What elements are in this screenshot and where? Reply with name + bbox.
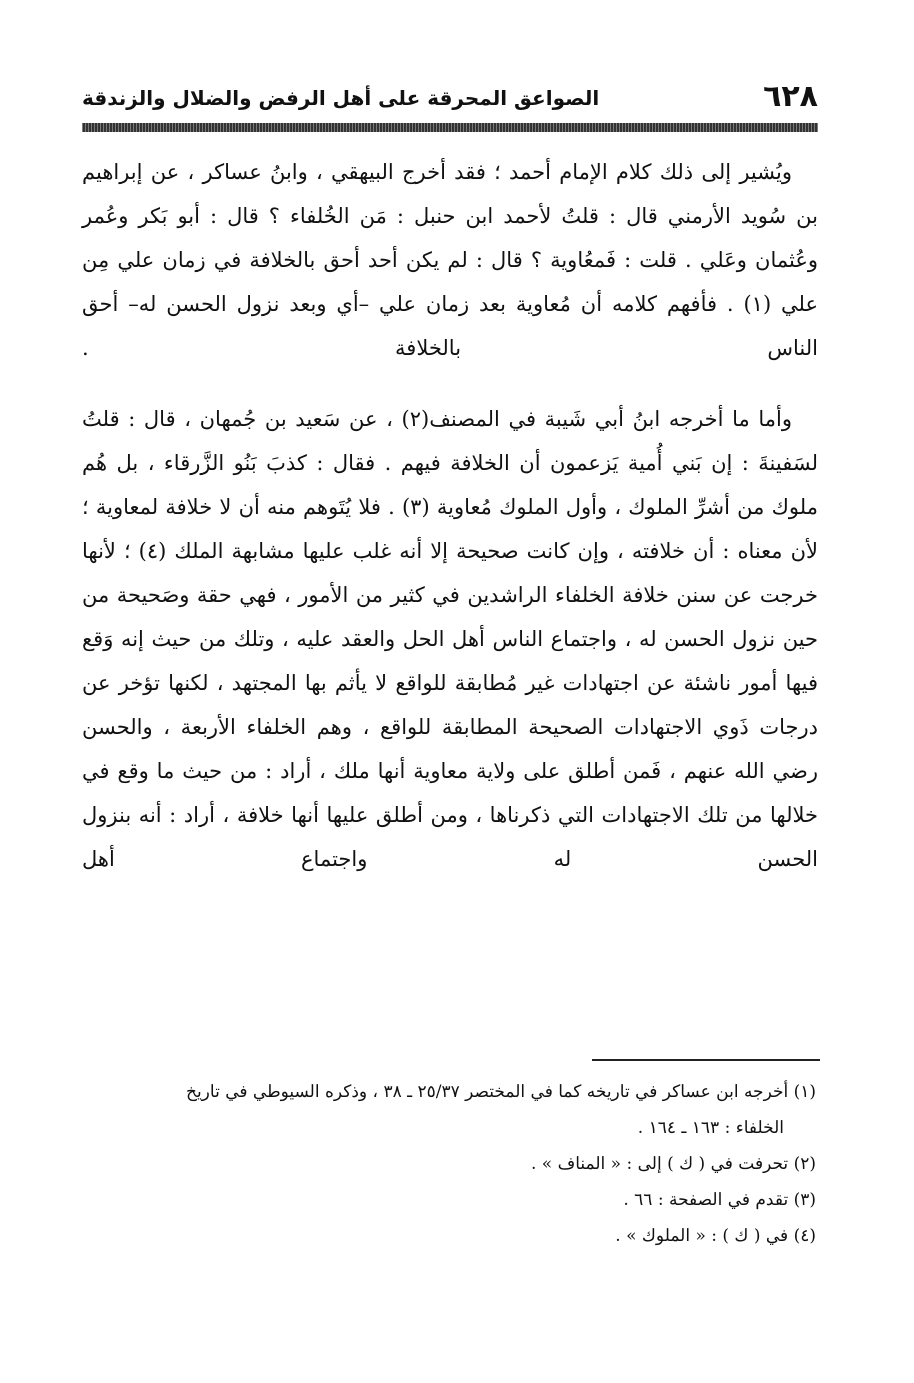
footnote-separator bbox=[592, 1059, 820, 1061]
footnote-3: (٣) تقدم في الصفحة : ٦٦ . bbox=[623, 1190, 816, 1210]
header-rule bbox=[82, 123, 818, 132]
main-text bbox=[82, 150, 818, 881]
running-title: الصواعق المحرقة على أهل الرفض والضلال والزندقة bbox=[82, 86, 600, 110]
footnote-2: (٢) تحرفت في ( ك ) إلى : « المناف » . bbox=[530, 1154, 816, 1174]
footnote-1: (١) أخرجه ابن عساكر في تاريخه كما في المختصر ٢٥/٣٧ ـ ٣٨ ، وذكره السيوطي في تاريخ bbox=[185, 1082, 816, 1102]
footnote-1-continuation: الخلفاء : ١٦٣ ـ ١٦٤ . bbox=[637, 1118, 784, 1138]
footnotes bbox=[82, 1074, 818, 1254]
paragraph-2: وأما ما أخرجه ابنُ أبي شَيبة في المصنف(٢) ، عن سَعيد بن جُمهان ، قال : قلتُ لسَفينةَ : إن بَني أُمية يَزعمون أن الخلافة فيهم . فقال : كذبَ بَنُو الزَّرقاء ، بل هُم ملوك من أشرِّ الملوك ، وأول الملوك مُعاوية (٣) . فلا يُتَوهم منه أن لا خلافة لمعاوية ؛ لأن معناه : أن خلافته ، وإن كانت صحيحة إلا أنه غلب عليها مشابهة الملك (٤) ؛ لأنها خرجت عن سنن خلافة الخلفاء الراشدين في كثير من الأمور ، فهي حقة وصَحيحة من حين نزول الحسن له ، واجتماع الناس أهل الحل والعقد عليه ، وتلك من حيث إنه وَقع فيها أمور ناشئة عن اجتهادات غير مُطابقة للواقع لا يأثم بها المجتهد ، لكنها تؤخر عن درجات ذَوي الاجتهادات الصحيحة المطابقة للواقع ، وهم الخلفاء الأربعة ، والحسن رضي الله عنهم ، فَمن أطلق على ولاية معاوية أنها ملك ، أراد : من حيث ما وقع في خلالها من تلك الاجتهادات التي ذكرناها ، ومن أطلق عليها أنها خلافة ، أراد : أنه بنزول الحسن له واجتماع أهل bbox=[82, 407, 819, 871]
paragraph-1: ويُشير إلى ذلك كلام الإمام أحمد ؛ فقد أخرج البيهقي ، وابنُ عساكر ، عن إبراهيم بن سُويد الأرمني قال : قلتُ لأحمد ابن حنبل : مَن الخُلفاء ؟ قال : أبو بَكر وعُمر وعُثمان وعَلي . قلت : فَمعُاوية ؟ قال : لم يكن أحد أحق بالخلافة في زمان علي مِن علي (١) . فأفهم كلامه أن مُعاوية بعد زمان علي –أي وبعد نزول الحسن له– أحق الناس بالخلافة . bbox=[82, 160, 819, 360]
footnote-4: (٤) في ( ك ) : « الملوك » . bbox=[615, 1226, 816, 1246]
page-number: ٦٢٨ bbox=[763, 79, 818, 114]
page-header bbox=[82, 78, 818, 118]
